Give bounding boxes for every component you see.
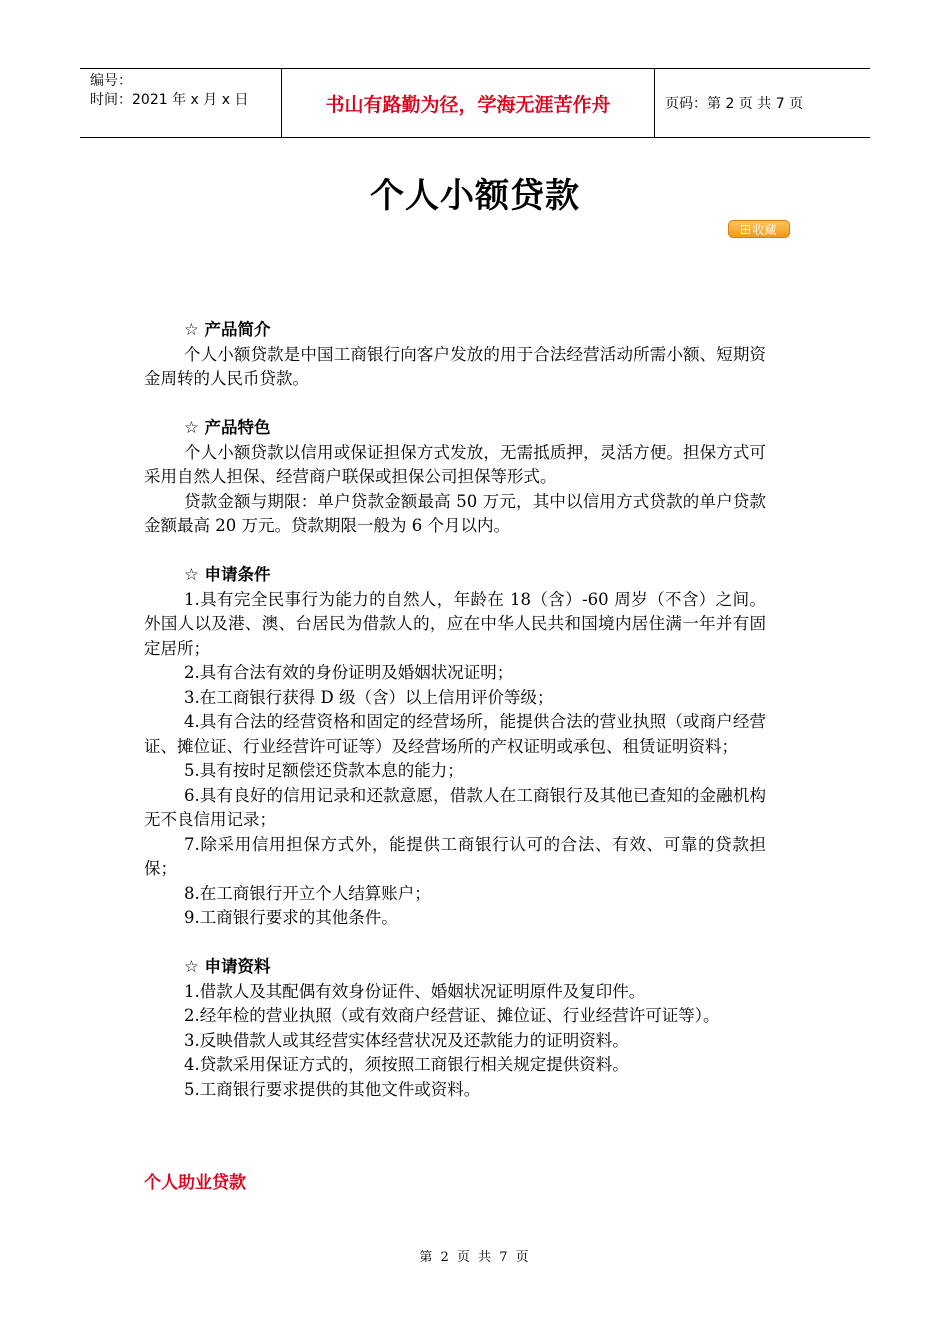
header-meta (80, 69, 282, 137)
list-item: 5.具有按时足额偿还贷款本息的能力； (184, 761, 464, 780)
list-item: 2.经年检的营业执照（或有效商户经营证、摊位证、行业经营许可证等）。 (184, 1006, 720, 1025)
list-item: 1.具有完全民事行为能力的自然人，年龄在 18（含）-60 周岁（不含）之间。外国人以及港、澳、台居民为借款人的，应在中华人民共和国境内居住满一年并有固定居所； (144, 589, 766, 658)
header-motto: 书山有路勤为径，学海无涯苦作舟 (282, 69, 655, 137)
paragraph: 贷款金额与期限：单户贷款金额最高 50 万元，其中以信用方式贷款的单户贷款金额最高 20 万元。贷款期限一般为 6 个月以内。 (144, 491, 766, 535)
favorite-button-label: 收藏 (752, 222, 777, 237)
section-title: ☆ 产品简介 (184, 320, 271, 339)
list-item: 6.具有良好的信用记录和还款意愿，借款人在工商银行及其他已查知的金融机构无不良信用记录； (144, 785, 766, 829)
paragraph: 个人小额贷款是中国工商银行向客户发放的用于合法经营活动所需小额、短期资金周转的人民币贷款。 (144, 344, 766, 388)
document-body (144, 318, 766, 1102)
list-item: 8.在工商银行开立个人结算账户； (184, 883, 431, 903)
section-application-conditions (144, 563, 766, 931)
header-page-info: 页码：第 2 页 共 7 页 (665, 96, 804, 112)
plus-box-icon (741, 225, 750, 234)
header-table (80, 68, 870, 138)
document-date-label: 时间：2021 年 x 月 x 日 (90, 92, 249, 108)
section-product-intro (144, 318, 766, 392)
favorite-button[interactable] (728, 220, 790, 238)
section-title: ☆ 申请条件 (184, 565, 271, 584)
list-item: 4.具有合法的经营资格和固定的经营场所，能提供合法的营业执照（或商户经营证、摊位证、行业经营许可证等）及经营场所的产权证明或承包、租赁证明资料； (144, 712, 766, 756)
list-item: 1.借款人及其配偶有效身份证件、婚姻状况证明原件及复印件。 (184, 981, 646, 1001)
section-application-materials (144, 955, 766, 1102)
section-title: ☆ 产品特色 (184, 418, 271, 437)
list-item: 5.工商银行要求提供的其他文件或资料。 (184, 1079, 481, 1099)
list-item: 3.在工商银行获得 D 级（含）以上信用评价等级； (184, 687, 554, 707)
paragraph: 个人小额贷款以信用或保证担保方式发放，无需抵质押，灵活方便。担保方式可采用自然人担保、经营商户联保或担保公司担保等形式。 (144, 442, 766, 486)
list-item: 2.具有合法有效的身份证明及婚姻状况证明； (184, 663, 514, 682)
document-number-label: 编号： (90, 73, 132, 89)
list-item: 3.反映借款人或其经营实体经营状况及还款能力的证明资料。 (184, 1030, 629, 1050)
list-item: 7.除采用信用担保方式外，能提供工商银行认可的合法、有效、可靠的贷款担保； (144, 834, 766, 878)
list-item: 9.工商银行要求的其他条件。 (184, 908, 398, 927)
section-product-features (144, 416, 766, 539)
section-title: ☆ 申请资料 (184, 957, 271, 976)
page-footer: 第 2 页 共 7 页 (419, 1250, 531, 1265)
page-title: 个人小额贷款 (370, 176, 580, 216)
list-item: 4.贷款采用保证方式的，须按照工商银行相关规定提供资料。 (184, 1055, 629, 1074)
next-product-link[interactable]: 个人助业贷款 (144, 1173, 246, 1193)
